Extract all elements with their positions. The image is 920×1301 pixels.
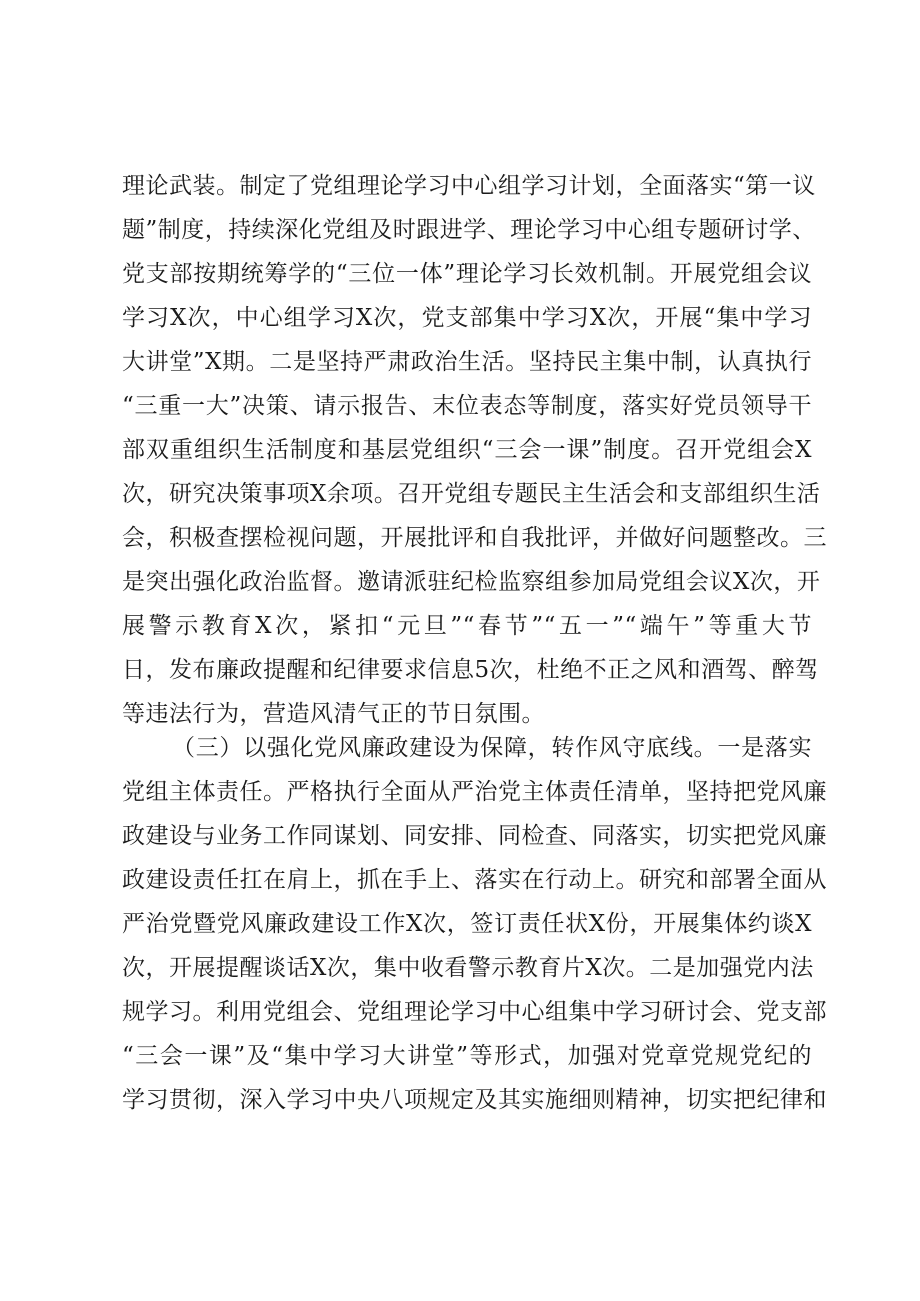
text-line: 党组主体责任。严格执行全面从严治党主体责任清单，坚持把党风廉 [122,779,827,805]
text-line: 学习X次，中心组学习X次，党支部集中学习X次，开展“集中学习 [122,305,812,331]
text-line: 次，开展提醒谈话X次，集中收看警示教育片X次。二是加强党内法 [122,955,814,981]
text-line: 是突出强化政治监督。邀请派驻纪检监察组参加局党组会议X次，开 [122,569,821,595]
text-line: 规学习。利用党组会、党组理论学习中心组集中学习研讨会、党支部 [122,999,827,1025]
text-line: 政建设责任扛在肩上，抓在手上、落实在行动上。研究和部署全面从 [122,867,827,893]
text-line: 党支部按期统筹学的“三位一体”理论学习长效机制。开展党组会议 [122,261,812,287]
text-line: “三重一大”决策、请示报告、末位表态等制度，落实好党员领导干 [122,393,812,419]
text-line: 会，积极查摆检视问题，开展批评和自我批评，并做好问题整改。三 [122,525,827,551]
text-line: 次，研究决策事项X余项。召开党组专题民主生活会和支部组织生活 [122,481,821,507]
text-line: 展警示教育X次，紧扣“元旦”“春节”“五一”“端午”等重大节 [122,613,812,639]
text-line: 理论武装。制定了党组理论学习中心组学习计划，全面落实“第一议 [122,173,816,199]
text-line: 大讲堂”X期。二是坚持严肃政治生活。坚持民主集中制，认真执行 [122,349,812,375]
section-heading-line: （三）以强化党风廉政建设为保障，转作风守底线。一是落实 [172,735,812,761]
text-line: 政建设与业务工作同谋划、同安排、同检查、同落实，切实把党风廉 [122,823,827,849]
text-line: 等违法行为，营造风清气正的节日氛围。 [122,701,545,727]
paragraph-2 [122,726,827,1122]
text-line: 部双重组织生活制度和基层党组织“三会一课”制度。召开党组会X [122,437,812,463]
text-line: 题”制度，持续深化党组及时跟进学、理论学习中心组专题研讨学、 [122,217,816,243]
paragraph-1 [122,164,827,736]
text-line: 学习贯彻，深入学习中央八项规定及其实施细则精神，切实把纪律和 [122,1087,827,1113]
text-line: 严治党暨党风廉政建设工作X次，签订责任状X份，开展集体约谈X [122,911,812,937]
text-line: “三会一课”及“集中学习大讲堂”等形式，加强对党章党规党纪的 [122,1043,812,1069]
text-line: 日，发布廉政提醒和纪律要求信息5次，杜绝不正之风和酒驾、醉驾 [122,657,819,683]
